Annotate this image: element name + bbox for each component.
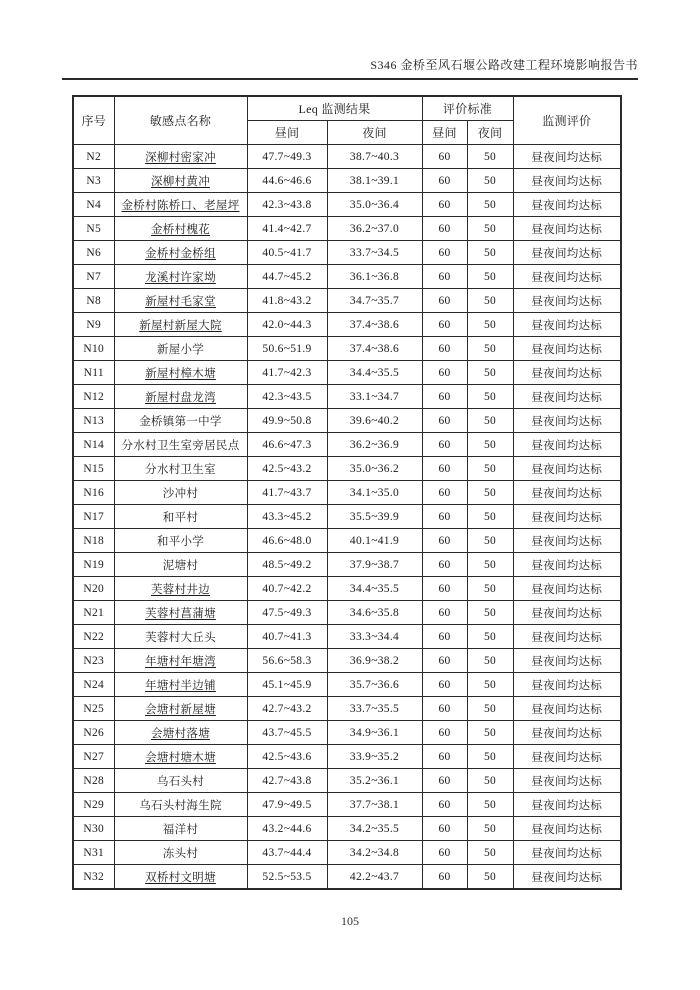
cell-name: 沙冲村 xyxy=(114,481,247,505)
cell-evaluation: 昼夜间均达标 xyxy=(513,361,621,385)
cell-std-night: 50 xyxy=(467,769,513,793)
cell-name: 会塘村落塘 xyxy=(114,721,247,745)
cell-evaluation: 昼夜间均达标 xyxy=(513,649,621,673)
cell-leq-night: 40.1~41.9 xyxy=(327,529,422,553)
cell-std-day: 60 xyxy=(422,841,467,865)
cell-evaluation: 昼夜间均达标 xyxy=(513,577,621,601)
cell-std-day: 60 xyxy=(422,457,467,481)
cell-serial: N24 xyxy=(73,673,114,697)
cell-serial: N21 xyxy=(73,601,114,625)
table-row xyxy=(73,145,621,169)
cell-std-day: 60 xyxy=(422,553,467,577)
table-row xyxy=(73,769,621,793)
cell-serial: N11 xyxy=(73,361,114,385)
cell-leq-night: 34.9~36.1 xyxy=(327,721,422,745)
table-row xyxy=(73,241,621,265)
cell-std-day: 60 xyxy=(422,673,467,697)
col-header-standard-group: 评价标准 xyxy=(422,96,513,121)
cell-serial: N5 xyxy=(73,217,114,241)
cell-leq-night: 36.9~38.2 xyxy=(327,649,422,673)
table-row xyxy=(73,505,621,529)
cell-std-day: 60 xyxy=(422,481,467,505)
cell-evaluation: 昼夜间均达标 xyxy=(513,337,621,361)
cell-leq-day: 42.3~43.8 xyxy=(247,193,327,217)
col-header-serial: 序号 xyxy=(73,96,114,145)
cell-leq-day: 46.6~47.3 xyxy=(247,433,327,457)
cell-std-day: 60 xyxy=(422,769,467,793)
cell-evaluation: 昼夜间均达标 xyxy=(513,745,621,769)
cell-evaluation: 昼夜间均达标 xyxy=(513,145,621,169)
cell-serial: N14 xyxy=(73,433,114,457)
cell-evaluation: 昼夜间均达标 xyxy=(513,265,621,289)
table-row xyxy=(73,169,621,193)
cell-leq-night: 33.7~35.5 xyxy=(327,697,422,721)
cell-name: 和平小学 xyxy=(114,529,247,553)
cell-serial: N19 xyxy=(73,553,114,577)
cell-serial: N3 xyxy=(73,169,114,193)
cell-leq-day: 43.7~44.4 xyxy=(247,841,327,865)
cell-std-day: 60 xyxy=(422,169,467,193)
cell-evaluation: 昼夜间均达标 xyxy=(513,505,621,529)
table-row xyxy=(73,361,621,385)
cell-std-day: 60 xyxy=(422,289,467,313)
cell-leq-day: 47.7~49.3 xyxy=(247,145,327,169)
cell-evaluation: 昼夜间均达标 xyxy=(513,529,621,553)
report-title: S346 金桥至风石堰公路改建工程环境影响报告书 xyxy=(370,58,638,72)
cell-std-night: 50 xyxy=(467,193,513,217)
cell-serial: N4 xyxy=(73,193,114,217)
cell-evaluation: 昼夜间均达标 xyxy=(513,721,621,745)
cell-name: 金桥镇第一中学 xyxy=(114,409,247,433)
cell-evaluation: 昼夜间均达标 xyxy=(513,601,621,625)
cell-std-day: 60 xyxy=(422,697,467,721)
cell-leq-night: 36.1~36.8 xyxy=(327,265,422,289)
cell-name: 新屋小学 xyxy=(114,337,247,361)
cell-evaluation: 昼夜间均达标 xyxy=(513,169,621,193)
cell-serial: N17 xyxy=(73,505,114,529)
table-row xyxy=(73,553,621,577)
table-row xyxy=(73,673,621,697)
cell-leq-day: 40.7~42.2 xyxy=(247,577,327,601)
cell-std-night: 50 xyxy=(467,529,513,553)
cell-evaluation: 昼夜间均达标 xyxy=(513,241,621,265)
table-row xyxy=(73,817,621,841)
cell-serial: N20 xyxy=(73,577,114,601)
cell-evaluation: 昼夜间均达标 xyxy=(513,841,621,865)
cell-std-night: 50 xyxy=(467,721,513,745)
col-header-leq-day: 昼间 xyxy=(247,121,327,145)
table-row xyxy=(73,289,621,313)
cell-leq-day: 43.7~45.5 xyxy=(247,721,327,745)
cell-std-day: 60 xyxy=(422,649,467,673)
cell-std-night: 50 xyxy=(467,793,513,817)
cell-name: 金桥村陈桥口、老屋坪 xyxy=(114,193,247,217)
cell-serial: N13 xyxy=(73,409,114,433)
table-row xyxy=(73,313,621,337)
cell-serial: N25 xyxy=(73,697,114,721)
cell-evaluation: 昼夜间均达标 xyxy=(513,433,621,457)
cell-std-night: 50 xyxy=(467,433,513,457)
table-row xyxy=(73,697,621,721)
cell-serial: N10 xyxy=(73,337,114,361)
cell-std-day: 60 xyxy=(422,721,467,745)
cell-leq-day: 52.5~53.5 xyxy=(247,865,327,890)
table-row xyxy=(73,409,621,433)
cell-std-day: 60 xyxy=(422,745,467,769)
cell-name: 会塘村新屋塘 xyxy=(114,697,247,721)
cell-evaluation: 昼夜间均达标 xyxy=(513,385,621,409)
cell-evaluation: 昼夜间均达标 xyxy=(513,409,621,433)
cell-name: 冻头村 xyxy=(114,841,247,865)
cell-serial: N28 xyxy=(73,769,114,793)
table-row xyxy=(73,793,621,817)
cell-std-day: 60 xyxy=(422,625,467,649)
cell-std-day: 60 xyxy=(422,265,467,289)
cell-leq-day: 42.5~43.2 xyxy=(247,457,327,481)
cell-std-night: 50 xyxy=(467,505,513,529)
cell-std-night: 50 xyxy=(467,649,513,673)
table-row xyxy=(73,433,621,457)
cell-name: 年塘村半边铺 xyxy=(114,673,247,697)
table-row xyxy=(73,457,621,481)
cell-std-night: 50 xyxy=(467,361,513,385)
cell-leq-night: 37.7~38.1 xyxy=(327,793,422,817)
table-row xyxy=(73,865,621,890)
noise-table-body xyxy=(73,145,621,890)
cell-evaluation: 昼夜间均达标 xyxy=(513,697,621,721)
cell-std-night: 50 xyxy=(467,577,513,601)
cell-std-night: 50 xyxy=(467,553,513,577)
table-row xyxy=(73,481,621,505)
cell-leq-night: 33.3~34.4 xyxy=(327,625,422,649)
cell-evaluation: 昼夜间均达标 xyxy=(513,673,621,697)
col-header-evaluation: 监测评价 xyxy=(513,96,621,145)
table-row xyxy=(73,841,621,865)
cell-name: 新屋村新屋大院 xyxy=(114,313,247,337)
cell-serial: N15 xyxy=(73,457,114,481)
cell-std-day: 60 xyxy=(422,865,467,890)
cell-name: 双桥村文明塘 xyxy=(114,865,247,890)
cell-evaluation: 昼夜间均达标 xyxy=(513,289,621,313)
cell-evaluation: 昼夜间均达标 xyxy=(513,481,621,505)
cell-std-day: 60 xyxy=(422,145,467,169)
cell-std-day: 60 xyxy=(422,361,467,385)
cell-leq-night: 42.2~43.7 xyxy=(327,865,422,890)
table-row xyxy=(73,385,621,409)
cell-name: 年塘村年塘湾 xyxy=(114,649,247,673)
cell-std-day: 60 xyxy=(422,313,467,337)
cell-leq-day: 41.7~42.3 xyxy=(247,361,327,385)
cell-name: 深柳村密家冲 xyxy=(114,145,247,169)
cell-std-night: 50 xyxy=(467,745,513,769)
cell-name: 会塘村塘木塘 xyxy=(114,745,247,769)
cell-name: 芙蓉村井边 xyxy=(114,577,247,601)
cell-serial: N12 xyxy=(73,385,114,409)
cell-leq-day: 42.7~43.2 xyxy=(247,697,327,721)
cell-std-night: 50 xyxy=(467,625,513,649)
cell-name: 乌石头村海生院 xyxy=(114,793,247,817)
cell-std-night: 50 xyxy=(467,217,513,241)
cell-leq-night: 35.0~36.2 xyxy=(327,457,422,481)
cell-std-day: 60 xyxy=(422,817,467,841)
cell-std-day: 60 xyxy=(422,601,467,625)
cell-serial: N8 xyxy=(73,289,114,313)
cell-name: 泥塘村 xyxy=(114,553,247,577)
cell-std-day: 60 xyxy=(422,193,467,217)
cell-leq-night: 34.2~35.5 xyxy=(327,817,422,841)
cell-leq-night: 35.7~36.6 xyxy=(327,673,422,697)
cell-leq-day: 45.1~45.9 xyxy=(247,673,327,697)
cell-name: 金桥村槐花 xyxy=(114,217,247,241)
table-row xyxy=(73,577,621,601)
cell-name: 分水村卫生室旁居民点 xyxy=(114,433,247,457)
cell-evaluation: 昼夜间均达标 xyxy=(513,457,621,481)
cell-serial: N7 xyxy=(73,265,114,289)
cell-leq-day: 41.4~42.7 xyxy=(247,217,327,241)
cell-leq-day: 44.6~46.6 xyxy=(247,169,327,193)
cell-leq-day: 46.6~48.0 xyxy=(247,529,327,553)
cell-leq-day: 40.5~41.7 xyxy=(247,241,327,265)
cell-leq-day: 48.5~49.2 xyxy=(247,553,327,577)
cell-std-night: 50 xyxy=(467,601,513,625)
cell-leq-day: 42.3~43.5 xyxy=(247,385,327,409)
cell-std-day: 60 xyxy=(422,337,467,361)
cell-leq-night: 37.4~38.6 xyxy=(327,337,422,361)
cell-std-day: 60 xyxy=(422,241,467,265)
cell-serial: N23 xyxy=(73,649,114,673)
cell-leq-day: 40.7~41.3 xyxy=(247,625,327,649)
table-row xyxy=(73,649,621,673)
cell-leq-night: 37.9~38.7 xyxy=(327,553,422,577)
col-header-std-night: 夜间 xyxy=(467,121,513,145)
cell-leq-night: 34.4~35.5 xyxy=(327,577,422,601)
cell-name: 分水村卫生室 xyxy=(114,457,247,481)
cell-leq-day: 42.7~43.8 xyxy=(247,769,327,793)
cell-leq-night: 35.5~39.9 xyxy=(327,505,422,529)
cell-std-night: 50 xyxy=(467,289,513,313)
cell-name: 金桥村金桥组 xyxy=(114,241,247,265)
cell-serial: N26 xyxy=(73,721,114,745)
cell-evaluation: 昼夜间均达标 xyxy=(513,313,621,337)
cell-name: 新屋村樟木塘 xyxy=(114,361,247,385)
cell-leq-day: 42.0~44.3 xyxy=(247,313,327,337)
cell-std-night: 50 xyxy=(467,481,513,505)
cell-serial: N9 xyxy=(73,313,114,337)
table-row xyxy=(73,601,621,625)
cell-leq-day: 43.3~45.2 xyxy=(247,505,327,529)
table-row xyxy=(73,529,621,553)
cell-leq-night: 36.2~37.0 xyxy=(327,217,422,241)
cell-name: 芙蓉村菖蒲塘 xyxy=(114,601,247,625)
cell-std-night: 50 xyxy=(467,817,513,841)
table-row xyxy=(73,265,621,289)
cell-leq-night: 33.1~34.7 xyxy=(327,385,422,409)
table-row xyxy=(73,217,621,241)
cell-leq-night: 33.7~34.5 xyxy=(327,241,422,265)
cell-std-night: 50 xyxy=(467,697,513,721)
cell-leq-night: 34.4~35.5 xyxy=(327,361,422,385)
cell-std-day: 60 xyxy=(422,577,467,601)
noise-monitoring-table xyxy=(72,95,622,890)
col-header-leq-night: 夜间 xyxy=(327,121,422,145)
cell-serial: N16 xyxy=(73,481,114,505)
cell-std-day: 60 xyxy=(422,217,467,241)
cell-leq-night: 34.7~35.7 xyxy=(327,289,422,313)
cell-serial: N6 xyxy=(73,241,114,265)
cell-std-day: 60 xyxy=(422,433,467,457)
table-row xyxy=(73,625,621,649)
cell-name: 深柳村黄冲 xyxy=(114,169,247,193)
cell-std-night: 50 xyxy=(467,265,513,289)
cell-leq-day: 47.5~49.3 xyxy=(247,601,327,625)
cell-std-night: 50 xyxy=(467,145,513,169)
cell-std-day: 60 xyxy=(422,529,467,553)
cell-leq-day: 56.6~58.3 xyxy=(247,649,327,673)
cell-evaluation: 昼夜间均达标 xyxy=(513,217,621,241)
cell-leq-night: 34.6~35.8 xyxy=(327,601,422,625)
cell-name: 乌石头村 xyxy=(114,769,247,793)
cell-std-day: 60 xyxy=(422,793,467,817)
table-row xyxy=(73,193,621,217)
cell-leq-day: 41.7~43.7 xyxy=(247,481,327,505)
cell-std-night: 50 xyxy=(467,241,513,265)
cell-serial: N2 xyxy=(73,145,114,169)
cell-evaluation: 昼夜间均达标 xyxy=(513,865,621,890)
cell-std-night: 50 xyxy=(467,337,513,361)
cell-std-night: 50 xyxy=(467,457,513,481)
cell-leq-day: 42.5~43.6 xyxy=(247,745,327,769)
cell-evaluation: 昼夜间均达标 xyxy=(513,793,621,817)
cell-evaluation: 昼夜间均达标 xyxy=(513,193,621,217)
table-row xyxy=(73,745,621,769)
cell-name: 芙蓉村大丘头 xyxy=(114,625,247,649)
cell-std-night: 50 xyxy=(467,841,513,865)
cell-leq-night: 37.4~38.6 xyxy=(327,313,422,337)
cell-leq-day: 49.9~50.8 xyxy=(247,409,327,433)
cell-serial: N30 xyxy=(73,817,114,841)
cell-serial: N27 xyxy=(73,745,114,769)
cell-serial: N29 xyxy=(73,793,114,817)
cell-serial: N31 xyxy=(73,841,114,865)
cell-leq-night: 35.2~36.1 xyxy=(327,769,422,793)
cell-std-night: 50 xyxy=(467,673,513,697)
col-header-name: 敏感点名称 xyxy=(114,96,247,145)
cell-serial: N32 xyxy=(73,865,114,890)
cell-leq-day: 41.8~43.2 xyxy=(247,289,327,313)
cell-leq-night: 34.1~35.0 xyxy=(327,481,422,505)
cell-name: 新屋村盘龙湾 xyxy=(114,385,247,409)
cell-std-night: 50 xyxy=(467,409,513,433)
cell-name: 和平村 xyxy=(114,505,247,529)
cell-serial: N22 xyxy=(73,625,114,649)
cell-leq-night: 35.0~36.4 xyxy=(327,193,422,217)
cell-std-day: 60 xyxy=(422,409,467,433)
cell-leq-day: 43.2~44.6 xyxy=(247,817,327,841)
header-divider xyxy=(62,78,638,80)
cell-std-day: 60 xyxy=(422,385,467,409)
cell-std-night: 50 xyxy=(467,865,513,890)
table-header xyxy=(73,96,621,145)
cell-evaluation: 昼夜间均达标 xyxy=(513,769,621,793)
col-header-std-day: 昼间 xyxy=(422,121,467,145)
cell-std-day: 60 xyxy=(422,505,467,529)
cell-evaluation: 昼夜间均达标 xyxy=(513,625,621,649)
cell-leq-day: 44.7~45.2 xyxy=(247,265,327,289)
cell-std-night: 50 xyxy=(467,169,513,193)
cell-evaluation: 昼夜间均达标 xyxy=(513,553,621,577)
cell-leq-night: 38.7~40.3 xyxy=(327,145,422,169)
cell-leq-night: 34.2~34.8 xyxy=(327,841,422,865)
table-header-row-1 xyxy=(73,96,621,121)
table-row xyxy=(73,337,621,361)
page-header xyxy=(62,56,638,73)
cell-std-night: 50 xyxy=(467,385,513,409)
cell-name: 龙溪村许家坳 xyxy=(114,265,247,289)
cell-serial: N18 xyxy=(73,529,114,553)
cell-leq-night: 38.1~39.1 xyxy=(327,169,422,193)
cell-std-night: 50 xyxy=(467,313,513,337)
cell-evaluation: 昼夜间均达标 xyxy=(513,817,621,841)
table-row xyxy=(73,721,621,745)
cell-leq-night: 36.2~36.9 xyxy=(327,433,422,457)
cell-name: 福洋村 xyxy=(114,817,247,841)
page-number: 105 xyxy=(341,914,359,928)
cell-leq-night: 33.9~35.2 xyxy=(327,745,422,769)
cell-leq-day: 47.9~49.5 xyxy=(247,793,327,817)
col-header-leq-group: Leq 监测结果 xyxy=(247,96,422,121)
cell-leq-day: 50.6~51.9 xyxy=(247,337,327,361)
cell-leq-night: 39.6~40.2 xyxy=(327,409,422,433)
cell-name: 新屋村毛家堂 xyxy=(114,289,247,313)
